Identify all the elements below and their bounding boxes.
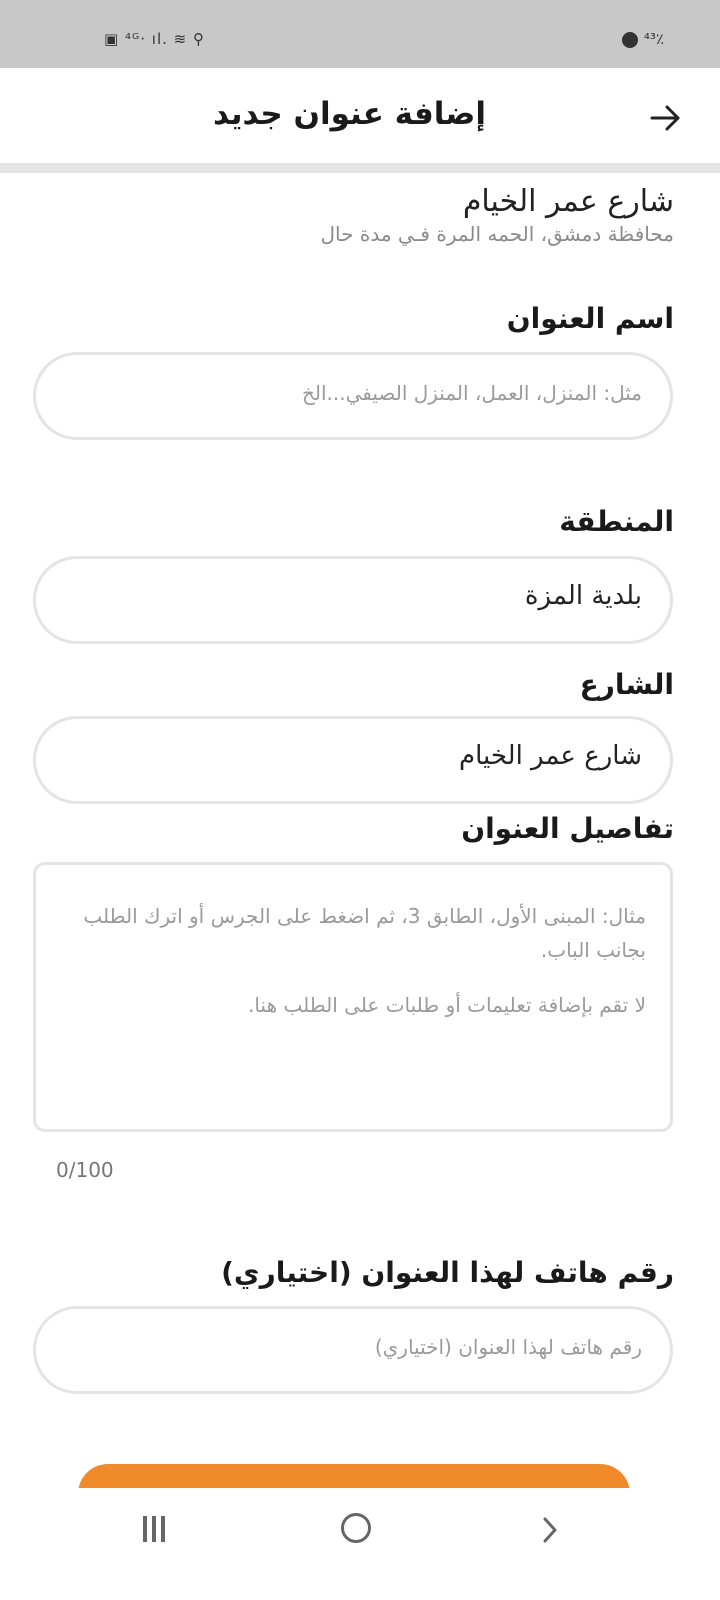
region-input[interactable] <box>33 556 673 644</box>
phone-input[interactable] <box>33 1306 673 1394</box>
selected-address-subtitle: محافظة دمشق، الحمه المرة فـي مدة حال <box>320 222 674 246</box>
address-name-label: اسم العنوان <box>506 302 674 335</box>
nav-back-icon[interactable] <box>540 1516 560 1544</box>
address-details-label: تفاصيل العنوان <box>461 812 674 845</box>
address-name-placeholder: مثل: المنزل، العمل، المنزل الصيفي...الخ <box>301 381 642 405</box>
address-details-textarea[interactable] <box>33 862 673 1132</box>
home-icon[interactable] <box>341 1513 371 1543</box>
status-icons-left: ▣ ⁴ᴳ· ıl. ≋ ⚲ <box>104 30 206 48</box>
street-label: الشارع <box>579 668 674 701</box>
address-details-placeholder-line-2: لا تقم بإضافة تعليمات أو طلبات على الطلب هنا. <box>248 993 646 1017</box>
character-counter: 0/100 <box>56 1158 114 1182</box>
phone-placeholder: رقم هاتف لهذا العنوان (اختياري) <box>374 1335 642 1359</box>
page-title: إضافة عنوان جديد <box>212 96 486 132</box>
status-icons-right <box>622 30 664 48</box>
arrow-right-icon[interactable] <box>648 102 684 134</box>
battery-text: ⁴³٪ <box>643 30 664 48</box>
header-divider <box>0 163 720 173</box>
address-details-placeholder-line-1: مثال: المبنى الأول، الطابق 3، ثم اضغط على الجرس أو اترك الطلب بجانب الباب. <box>83 904 646 962</box>
status-bar <box>0 0 720 68</box>
recents-icon[interactable] <box>143 1516 173 1542</box>
region-value: بلدية المزة <box>524 581 642 611</box>
phone-label: رقم هاتف لهذا العنوان (اختياري) <box>221 1256 674 1289</box>
street-value: شارع عمر الخيام <box>459 741 642 771</box>
app-bar <box>0 68 720 166</box>
street-input[interactable] <box>33 716 673 804</box>
system-navigation-bar <box>0 1488 720 1600</box>
region-label: المنطقة <box>559 505 674 538</box>
battery-icon <box>622 32 638 48</box>
selected-street-title: شارع عمر الخيام <box>462 184 674 219</box>
address-name-input[interactable] <box>33 352 673 440</box>
